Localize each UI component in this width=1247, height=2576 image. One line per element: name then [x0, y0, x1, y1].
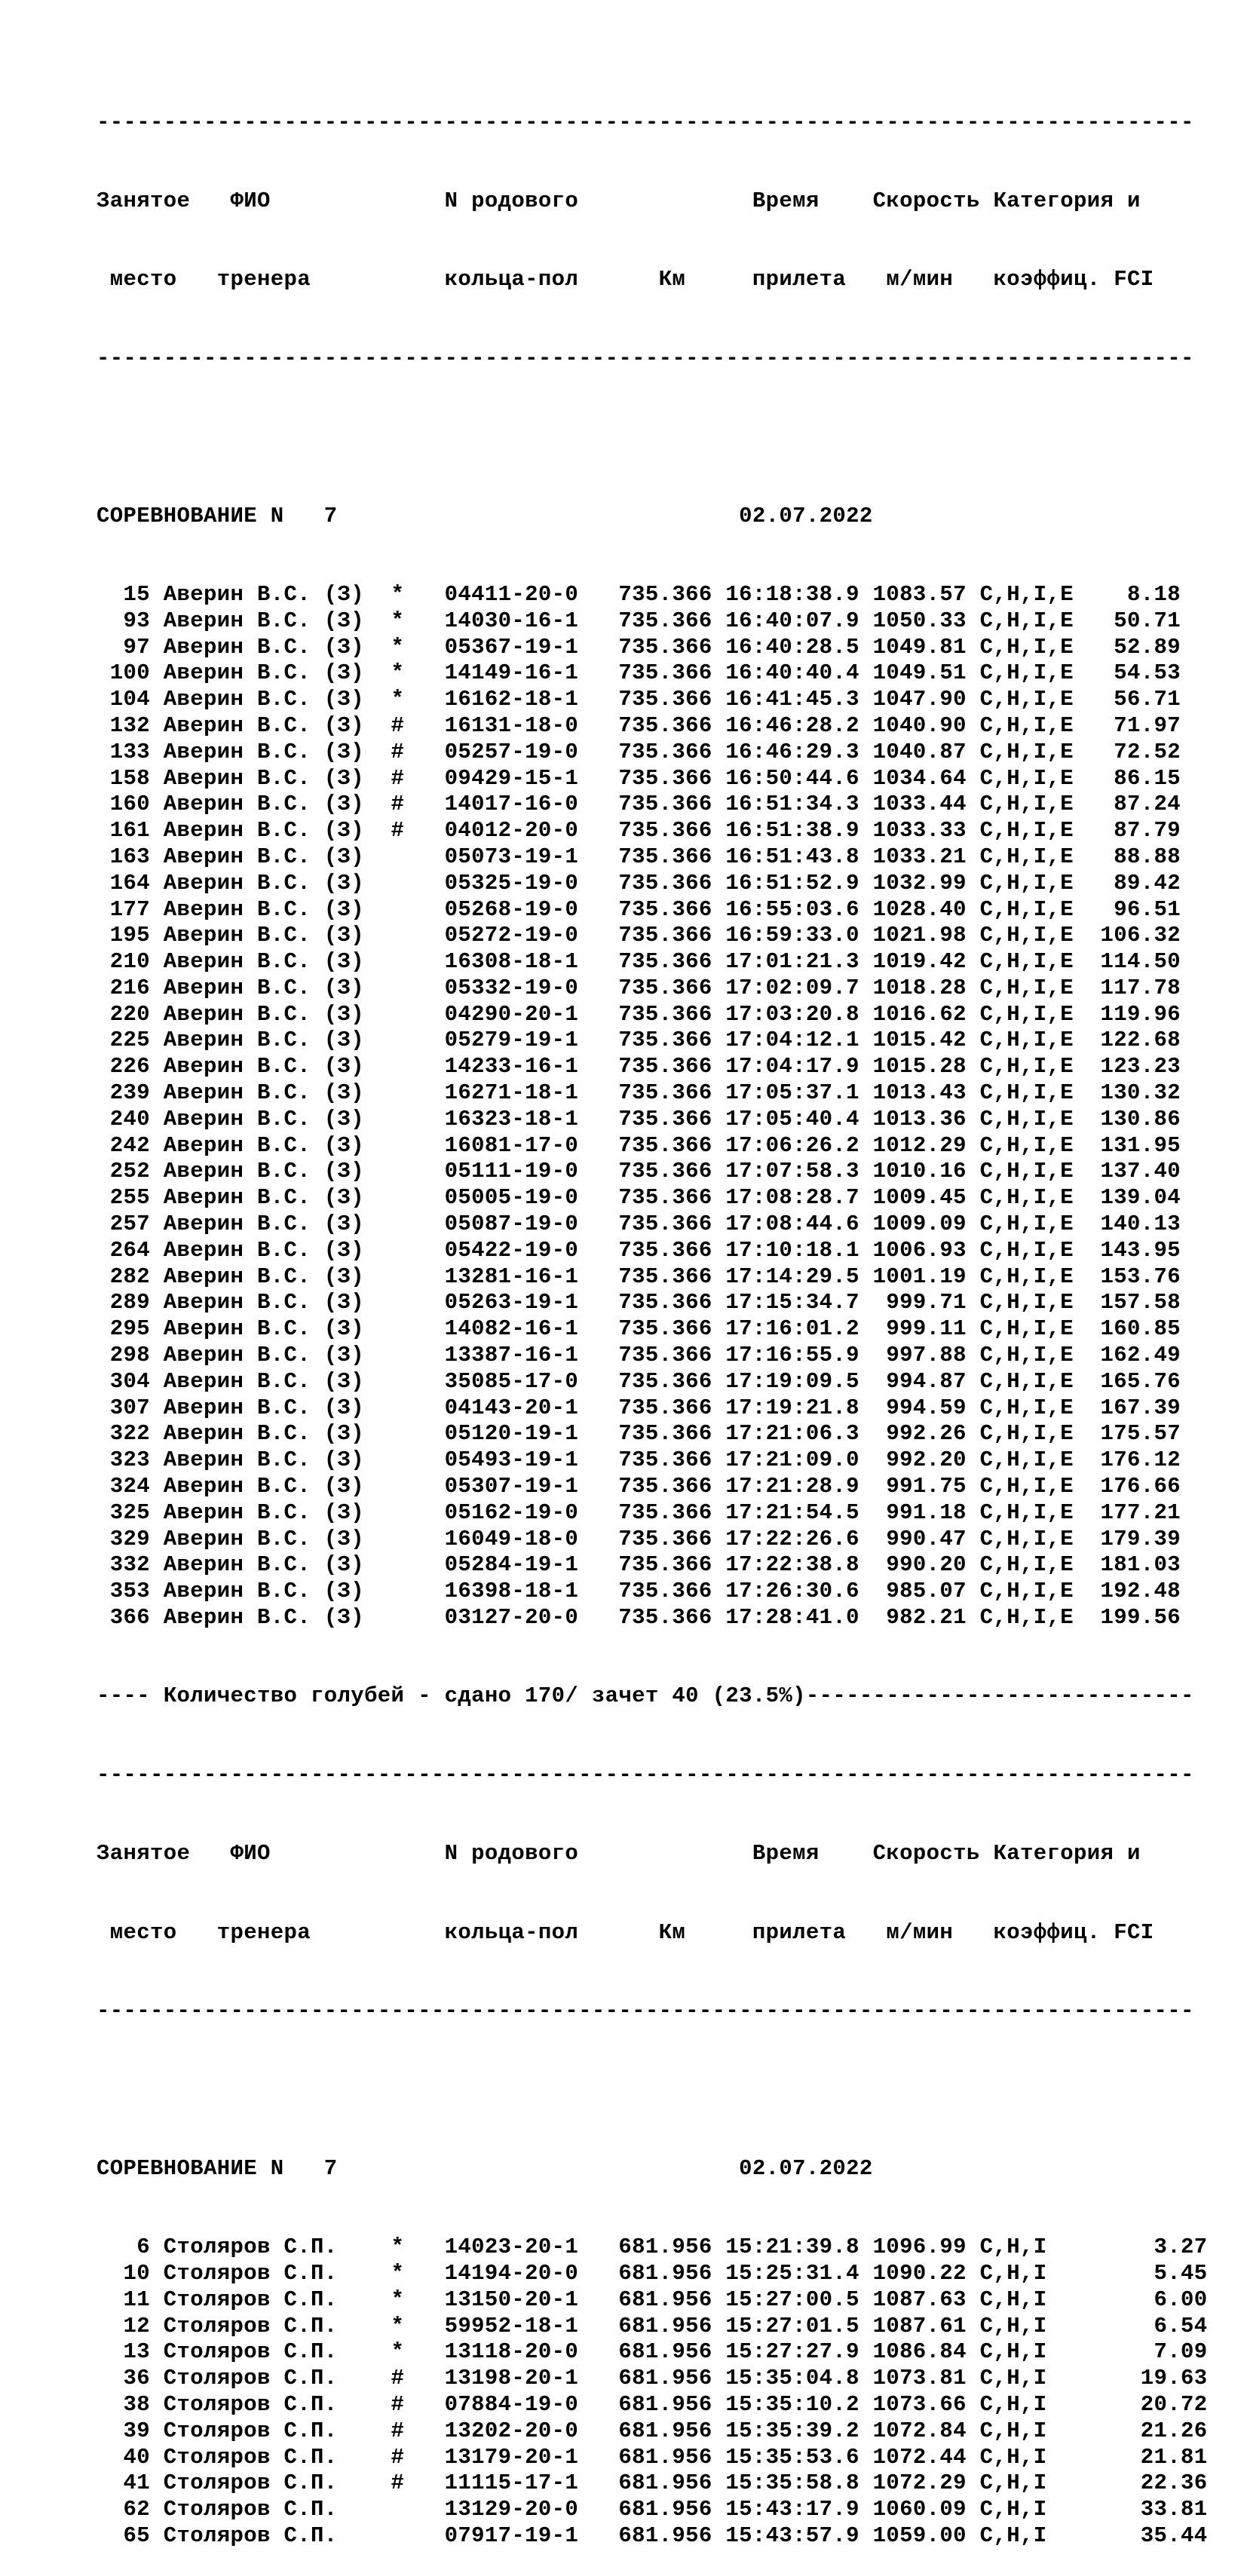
table-header-line-2: место тренера кольца-пол Км прилета м/мин коэффиц. FCI — [97, 1919, 1154, 1945]
result-row: 298 Аверин В.С. (З) 13387-16-1 735.366 17:16:55.9 997.88 C,H,I,E 162.49 — [97, 1343, 1181, 1368]
result-row: 220 Аверин В.С. (З) 04290-20-1 735.366 17:03:20.8 1016.62 C,H,I,E 119.96 — [97, 1001, 1181, 1027]
result-row: 252 Аверин В.С. (З) 05111-19-0 735.366 17:07:58.3 1010.16 C,H,I,E 137.40 — [97, 1159, 1181, 1184]
result-row: 177 Аверин В.С. (З) 05268-19-0 735.366 16:55:03.6 1028.40 C,H,I,E 96.51 — [97, 896, 1181, 922]
result-row: 41 Столяров С.П. # 11115-17-1 681.956 15:35:58.8 1072.29 C,H,I 22.36 — [97, 2470, 1208, 2496]
summary-line: ---- Количество голубей - сдано 170/ зачет 40 (23.5%)----------------------------- — [97, 1683, 1194, 1709]
separator-line: ---------------------------------------------------------------------------------- — [97, 1762, 1194, 1787]
table-header-line-2: место тренера кольца-пол Км прилета м/мин коэффиц. FCI — [97, 267, 1154, 293]
result-row: 12 Столяров С.П. * 59952-18-1 681.956 15:27:01.5 1087.61 C,H,I 6.54 — [97, 2313, 1208, 2339]
result-row: 257 Аверин В.С. (З) 05087-19-0 735.366 17:08:44.6 1009.09 C,H,I,E 140.13 — [97, 1211, 1181, 1237]
results-list-averin — [97, 582, 1227, 1631]
result-row: 40 Столяров С.П. # 13179-20-1 681.956 15:35:53.6 1072.44 C,H,I 21.81 — [97, 2444, 1208, 2470]
result-row: 13 Столяров С.П. * 13118-20-0 681.956 15:27:27.9 1086.84 C,H,I 7.09 — [97, 2339, 1208, 2365]
result-row: 163 Аверин В.С. (З) 05073-19-1 735.366 16:51:43.8 1033.21 C,H,I,E 88.88 — [97, 844, 1181, 869]
result-row: 39 Столяров С.П. # 13202-20-0 681.956 15:35:39.2 1072.84 C,H,I 21.26 — [97, 2418, 1208, 2443]
result-row: 329 Аверин В.С. (З) 16049-18-0 735.366 17:22:26.6 990.47 C,H,I,E 179.39 — [97, 1526, 1181, 1551]
result-row: 322 Аверин В.С. (З) 05120-19-1 735.366 17:21:06.3 992.26 C,H,I,E 175.57 — [97, 1421, 1181, 1447]
result-row: 161 Аверин В.С. (З) # 04012-20-0 735.366 16:51:38.9 1033.33 C,H,I,E 87.79 — [97, 818, 1181, 844]
result-row: 93 Аверин В.С. (З) * 14030-16-1 735.366 16:40:07.9 1050.33 C,H,I,E 50.71 — [97, 608, 1181, 633]
result-row: 240 Аверин В.С. (З) 16323-18-1 735.366 17:05:40.4 1013.36 C,H,I,E 130.86 — [97, 1106, 1181, 1132]
competition-heading: СОРЕВНОВАНИЕ N 7 02.07.2022 — [97, 503, 873, 528]
result-row: 100 Аверин В.С. (З) * 14149-16-1 735.366 16:40:40.4 1049.51 C,H,I,E 54.53 — [97, 660, 1181, 686]
result-row: 62 Столяров С.П. 13129-20-0 681.956 15:43:17.9 1060.09 C,H,I 33.81 — [97, 2497, 1208, 2522]
result-row: 255 Аверин В.С. (З) 05005-19-0 735.366 17:08:28.7 1009.45 C,H,I,E 139.04 — [97, 1185, 1181, 1211]
result-row: 11 Столяров С.П. * 13150-20-1 681.956 15:27:00.5 1087.63 C,H,I 6.00 — [97, 2287, 1208, 2312]
result-row: 366 Аверин В.С. (З) 03127-20-0 735.366 17:28:41.0 982.21 C,H,I,E 199.56 — [97, 1605, 1181, 1631]
table-header-line-1: Занятое ФИО N родового Время Скорость Категория и — [97, 1841, 1141, 1867]
result-row: 216 Аверин В.С. (З) 05332-19-0 735.366 17:02:09.7 1018.28 C,H,I,E 117.78 — [97, 975, 1181, 1000]
result-row: 160 Аверин В.С. (З) # 14017-16-0 735.366 16:51:34.3 1033.44 C,H,I,E 87.24 — [97, 792, 1181, 817]
result-row: 307 Аверин В.С. (З) 04143-20-1 735.366 17:19:21.8 994.59 C,H,I,E 167.39 — [97, 1395, 1181, 1420]
result-row: 324 Аверин В.С. (З) 05307-19-1 735.366 17:21:28.9 991.75 C,H,I,E 176.66 — [97, 1474, 1181, 1499]
result-row: 332 Аверин В.С. (З) 05284-19-1 735.366 17:22:38.8 990.20 C,H,I,E 181.03 — [97, 1552, 1181, 1578]
separator-line: ---------------------------------------------------------------------------------- — [97, 1998, 1194, 2023]
separator-line: ---------------------------------------------------------------------------------- — [97, 109, 1194, 135]
result-row: 10 Столяров С.П. * 14194-20-0 681.956 15:25:31.4 1090.22 C,H,I 5.45 — [97, 2260, 1208, 2286]
result-row: 239 Аверин В.С. (З) 16271-18-1 735.366 17:05:37.1 1013.43 C,H,I,E 130.32 — [97, 1080, 1181, 1106]
result-row: 104 Аверин В.С. (З) * 16162-18-1 735.366 16:41:45.3 1047.90 C,H,I,E 56.71 — [97, 687, 1181, 712]
result-row: 164 Аверин В.С. (З) 05325-19-0 735.366 16:51:52.9 1032.99 C,H,I,E 89.42 — [97, 870, 1181, 896]
result-row: 133 Аверин В.С. (З) # 05257-19-0 735.366 16:46:29.3 1040.87 C,H,I,E 72.52 — [97, 739, 1181, 764]
separator-line: ---------------------------------------------------------------------------------- — [97, 345, 1194, 371]
result-row: 304 Аверин В.С. (З) 35085-17-0 735.366 17:19:09.5 994.87 C,H,I,E 165.76 — [97, 1368, 1181, 1394]
table-header-line-1: Занятое ФИО N родового Время Скорость Категория и — [97, 188, 1141, 213]
result-row: 15 Аверин В.С. (З) * 04411-20-0 735.366 16:18:38.9 1083.57 C,H,I,E 8.18 — [97, 581, 1181, 607]
result-row: 97 Аверин В.С. (З) * 05367-19-1 735.366 16:40:28.5 1049.81 C,H,I,E 52.89 — [97, 634, 1181, 660]
result-row: 323 Аверин В.С. (З) 05493-19-1 735.366 17:21:09.0 992.20 C,H,I,E 176.12 — [97, 1447, 1181, 1473]
result-row: 38 Столяров С.П. # 07884-19-0 681.956 15:35:10.2 1073.66 C,H,I 20.72 — [97, 2391, 1208, 2417]
result-row: 242 Аверин В.С. (З) 16081-17-0 735.366 17:06:26.2 1012.29 C,H,I,E 131.95 — [97, 1132, 1181, 1158]
result-row: 325 Аверин В.С. (З) 05162-19-0 735.366 17:21:54.5 991.18 C,H,I,E 177.21 — [97, 1499, 1181, 1525]
result-row: 295 Аверин В.С. (З) 14082-16-1 735.366 17:16:01.2 999.11 C,H,I,E 160.85 — [97, 1316, 1181, 1342]
blank-gap — [97, 2077, 1227, 2103]
result-row: 226 Аверин В.С. (З) 14233-16-1 735.366 17:04:17.9 1015.28 C,H,I,E 123.23 — [97, 1054, 1181, 1080]
result-row: 36 Столяров С.П. # 13198-20-1 681.956 15:35:04.8 1073.81 C,H,I 19.63 — [97, 2366, 1208, 2391]
result-row: 225 Аверин В.С. (З) 05279-19-1 735.366 17:04:12.1 1015.42 C,H,I,E 122.68 — [97, 1028, 1181, 1053]
result-row: 282 Аверин В.С. (З) 13281-16-1 735.366 17:14:29.5 1001.19 C,H,I,E 153.76 — [97, 1263, 1181, 1289]
result-row: 6 Столяров С.П. * 14023-20-1 681.956 15:21:39.8 1096.99 C,H,I 3.27 — [97, 2234, 1208, 2260]
results-list-stolyarov — [97, 2234, 1227, 2550]
blank-gap — [97, 424, 1227, 451]
competition-heading: СОРЕВНОВАНИЕ N 7 02.07.2022 — [97, 2155, 873, 2181]
result-row: 264 Аверин В.С. (З) 05422-19-0 735.366 17:10:18.1 1006.93 C,H,I,E 143.95 — [97, 1237, 1181, 1263]
result-row: 132 Аверин В.С. (З) # 16131-18-0 735.366 16:46:28.2 1040.90 C,H,I,E 71.97 — [97, 712, 1181, 738]
result-row: 65 Столяров С.П. 07917-19-1 681.956 15:43:57.9 1059.00 C,H,I 35.44 — [97, 2522, 1208, 2548]
result-row: 353 Аверин В.С. (З) 16398-18-1 735.366 17:26:30.6 985.07 C,H,I,E 192.48 — [97, 1579, 1181, 1604]
result-row: 289 Аверин В.С. (З) 05263-19-1 735.366 17:15:34.7 999.71 C,H,I,E 157.58 — [97, 1290, 1181, 1316]
results-report — [97, 57, 1227, 2576]
result-row: 210 Аверин В.С. (З) 16308-18-1 735.366 17:01:21.3 1019.42 C,H,I,E 114.50 — [97, 949, 1181, 975]
result-row: 195 Аверин В.С. (З) 05272-19-0 735.366 16:59:33.0 1021.98 C,H,I,E 106.32 — [97, 923, 1181, 948]
result-row: 158 Аверин В.С. (З) # 09429-15-1 735.366 16:50:44.6 1034.64 C,H,I,E 86.15 — [97, 765, 1181, 791]
